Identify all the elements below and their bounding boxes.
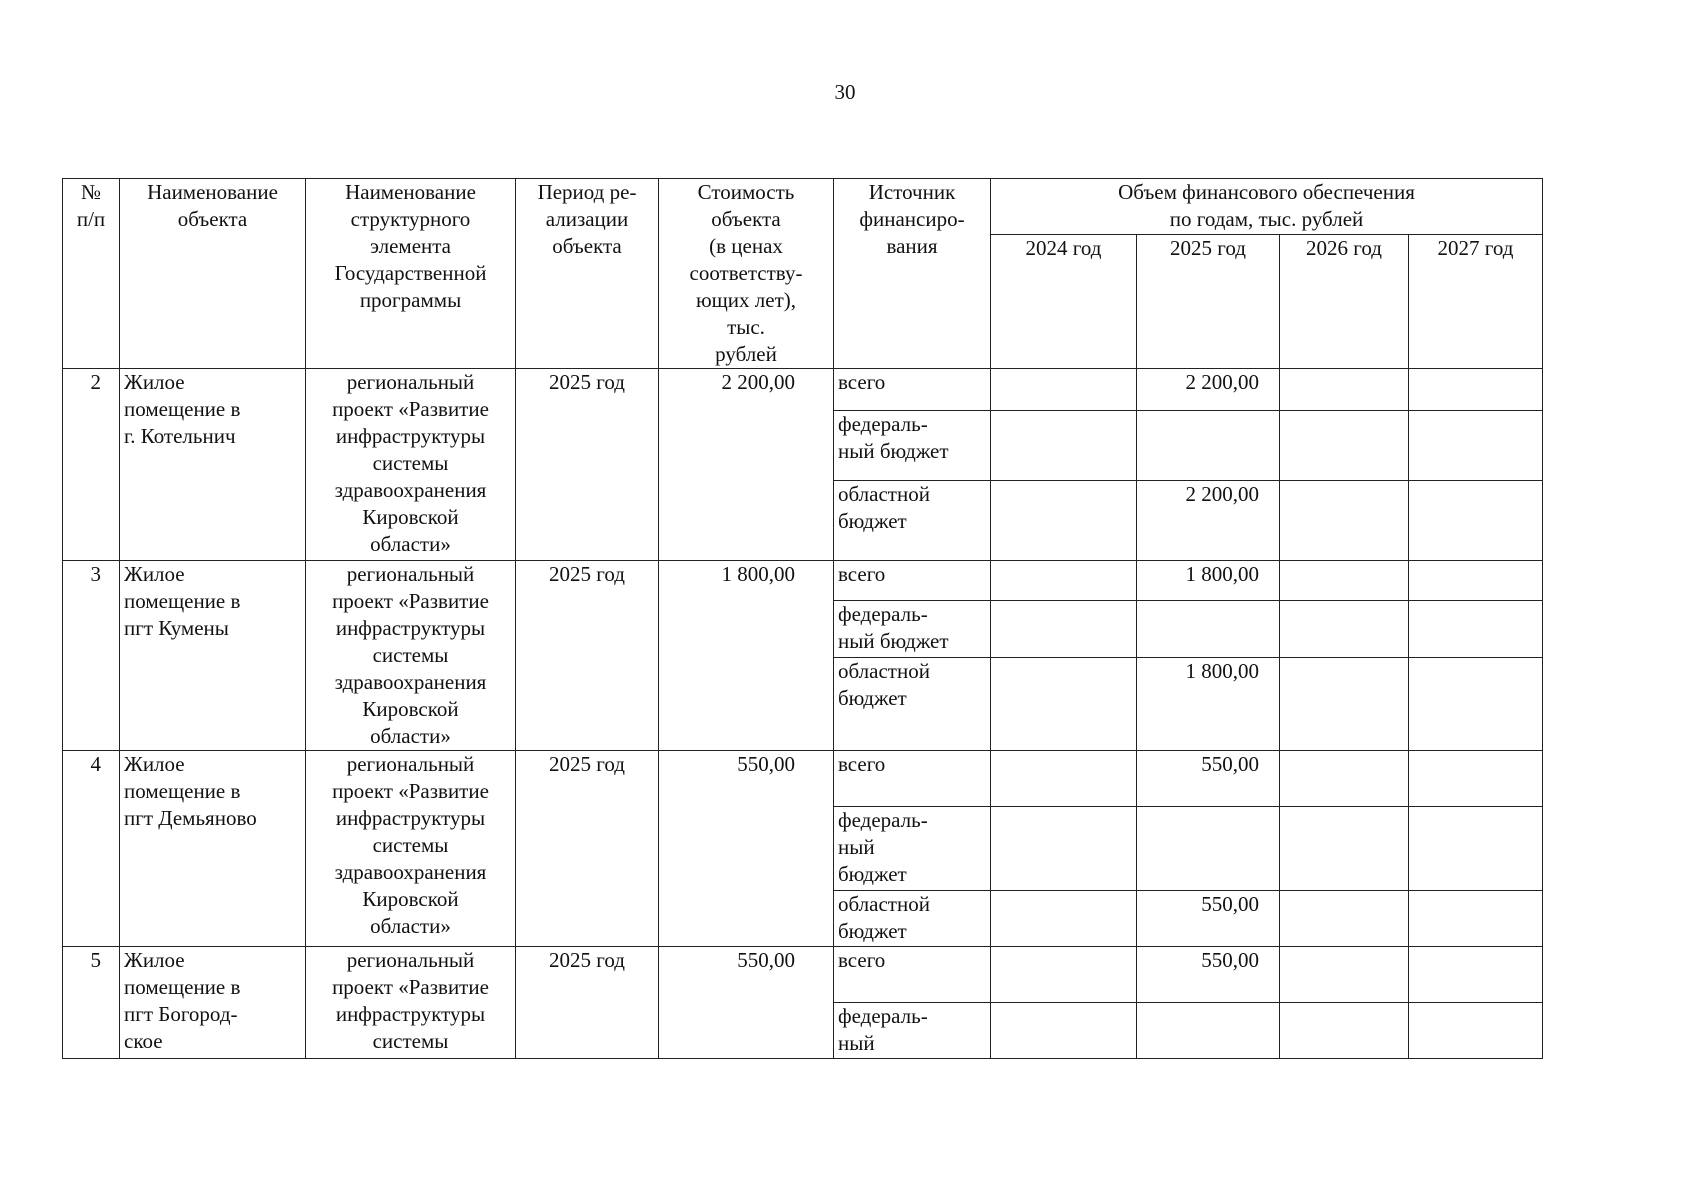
source-name: всего [834, 561, 991, 601]
header-volume: Объем финансового обеспечения по годам, тыс. рублей [991, 179, 1543, 235]
table-row [63, 947, 1543, 1003]
source-name: федераль- ный бюджет [834, 807, 991, 891]
value-2026 [1280, 601, 1409, 658]
source-name: всего [834, 369, 991, 411]
value-2026 [1280, 561, 1409, 601]
value-2026 [1280, 481, 1409, 561]
value-2025 [1137, 601, 1280, 658]
header-source: Источник финансиро- вания [834, 179, 991, 369]
value-2025: 1 800,00 [1137, 561, 1280, 601]
value-2025: 2 200,00 [1137, 369, 1280, 411]
value-2025: 550,00 [1137, 947, 1280, 1003]
source-name: областной бюджет [834, 658, 991, 751]
value-2026 [1280, 891, 1409, 947]
header-period: Период ре- ализации объекта [516, 179, 659, 369]
value-2027 [1409, 411, 1543, 481]
row-object: Жилое помещение в пгт Демьяново [120, 751, 306, 947]
value-2024 [991, 601, 1137, 658]
value-2024 [991, 411, 1137, 481]
row-object: Жилое помещение в г. Котельнич [120, 369, 306, 561]
source-name: областной бюджет [834, 481, 991, 561]
row-period: 2025 год [516, 947, 659, 1059]
header-year-2027: 2027 год [1409, 235, 1543, 369]
value-2025: 2 200,00 [1137, 481, 1280, 561]
table-row [63, 369, 1543, 411]
row-cost: 2 200,00 [659, 369, 834, 561]
header-object-name: Наименование объекта [120, 179, 306, 369]
source-name: всего [834, 947, 991, 1003]
value-2025: 550,00 [1137, 891, 1280, 947]
row-num: 5 [63, 947, 120, 1059]
value-2024 [991, 369, 1137, 411]
value-2027 [1409, 658, 1543, 751]
source-name: федераль- ный бюджет [834, 601, 991, 658]
value-2024 [991, 658, 1137, 751]
value-2027 [1409, 807, 1543, 891]
source-name: всего [834, 751, 991, 807]
row-object: Жилое помещение в пгт Кумены [120, 561, 306, 751]
header-cost: Стоимость объекта (в ценах соответству- ющих лет), тыс. рублей [659, 179, 834, 369]
table-row [63, 751, 1543, 807]
header-element-name: Наименование структурного элемента Государственной программы [306, 179, 516, 369]
header-year-2026: 2026 год [1280, 235, 1409, 369]
table-row [63, 561, 1543, 601]
source-name: областной бюджет [834, 891, 991, 947]
value-2025: 1 800,00 [1137, 658, 1280, 751]
row-element: региональный проект «Развитие инфраструктуры системы здравоохранения Кировской области» [306, 561, 516, 751]
row-period: 2025 год [516, 751, 659, 947]
value-2024 [991, 751, 1137, 807]
row-num: 4 [63, 751, 120, 947]
row-period: 2025 год [516, 369, 659, 561]
row-element: региональный проект «Развитие инфраструктуры системы здравоохранения Кировской области» [306, 751, 516, 947]
value-2027 [1409, 481, 1543, 561]
value-2027 [1409, 891, 1543, 947]
value-2025 [1137, 1003, 1280, 1059]
row-cost: 550,00 [659, 947, 834, 1059]
row-cost: 1 800,00 [659, 561, 834, 751]
row-element: региональный проект «Развитие инфраструктуры системы здравоохранения Кировской области» [306, 369, 516, 561]
header-num: № п/п [63, 179, 120, 369]
source-name: федераль- ный [834, 1003, 991, 1059]
value-2026 [1280, 658, 1409, 751]
value-2027 [1409, 1003, 1543, 1059]
row-num: 3 [63, 561, 120, 751]
value-2026 [1280, 751, 1409, 807]
value-2024 [991, 807, 1137, 891]
header-year-2025: 2025 год [1137, 235, 1280, 369]
value-2026 [1280, 411, 1409, 481]
value-2027 [1409, 601, 1543, 658]
value-2024 [991, 891, 1137, 947]
source-name: федераль- ный бюджет [834, 411, 991, 481]
value-2024 [991, 1003, 1137, 1059]
value-2024 [991, 561, 1137, 601]
value-2024 [991, 947, 1137, 1003]
row-cost: 550,00 [659, 751, 834, 947]
row-period: 2025 год [516, 561, 659, 751]
value-2025 [1137, 411, 1280, 481]
value-2026 [1280, 1003, 1409, 1059]
page-number: 30 [834, 80, 856, 104]
value-2026 [1280, 947, 1409, 1003]
row-object: Жилое помещение в пгт Богород- ское [120, 947, 306, 1059]
value-2027 [1409, 751, 1543, 807]
value-2025 [1137, 807, 1280, 891]
value-2026 [1280, 369, 1409, 411]
header-year-2024: 2024 год [991, 235, 1137, 369]
value-2027 [1409, 561, 1543, 601]
financing-table [62, 178, 1543, 1059]
row-element: региональный проект «Развитие инфраструктуры системы [306, 947, 516, 1059]
row-num: 2 [63, 369, 120, 561]
value-2025: 550,00 [1137, 751, 1280, 807]
value-2026 [1280, 807, 1409, 891]
value-2027 [1409, 369, 1543, 411]
value-2024 [991, 481, 1137, 561]
value-2027 [1409, 947, 1543, 1003]
